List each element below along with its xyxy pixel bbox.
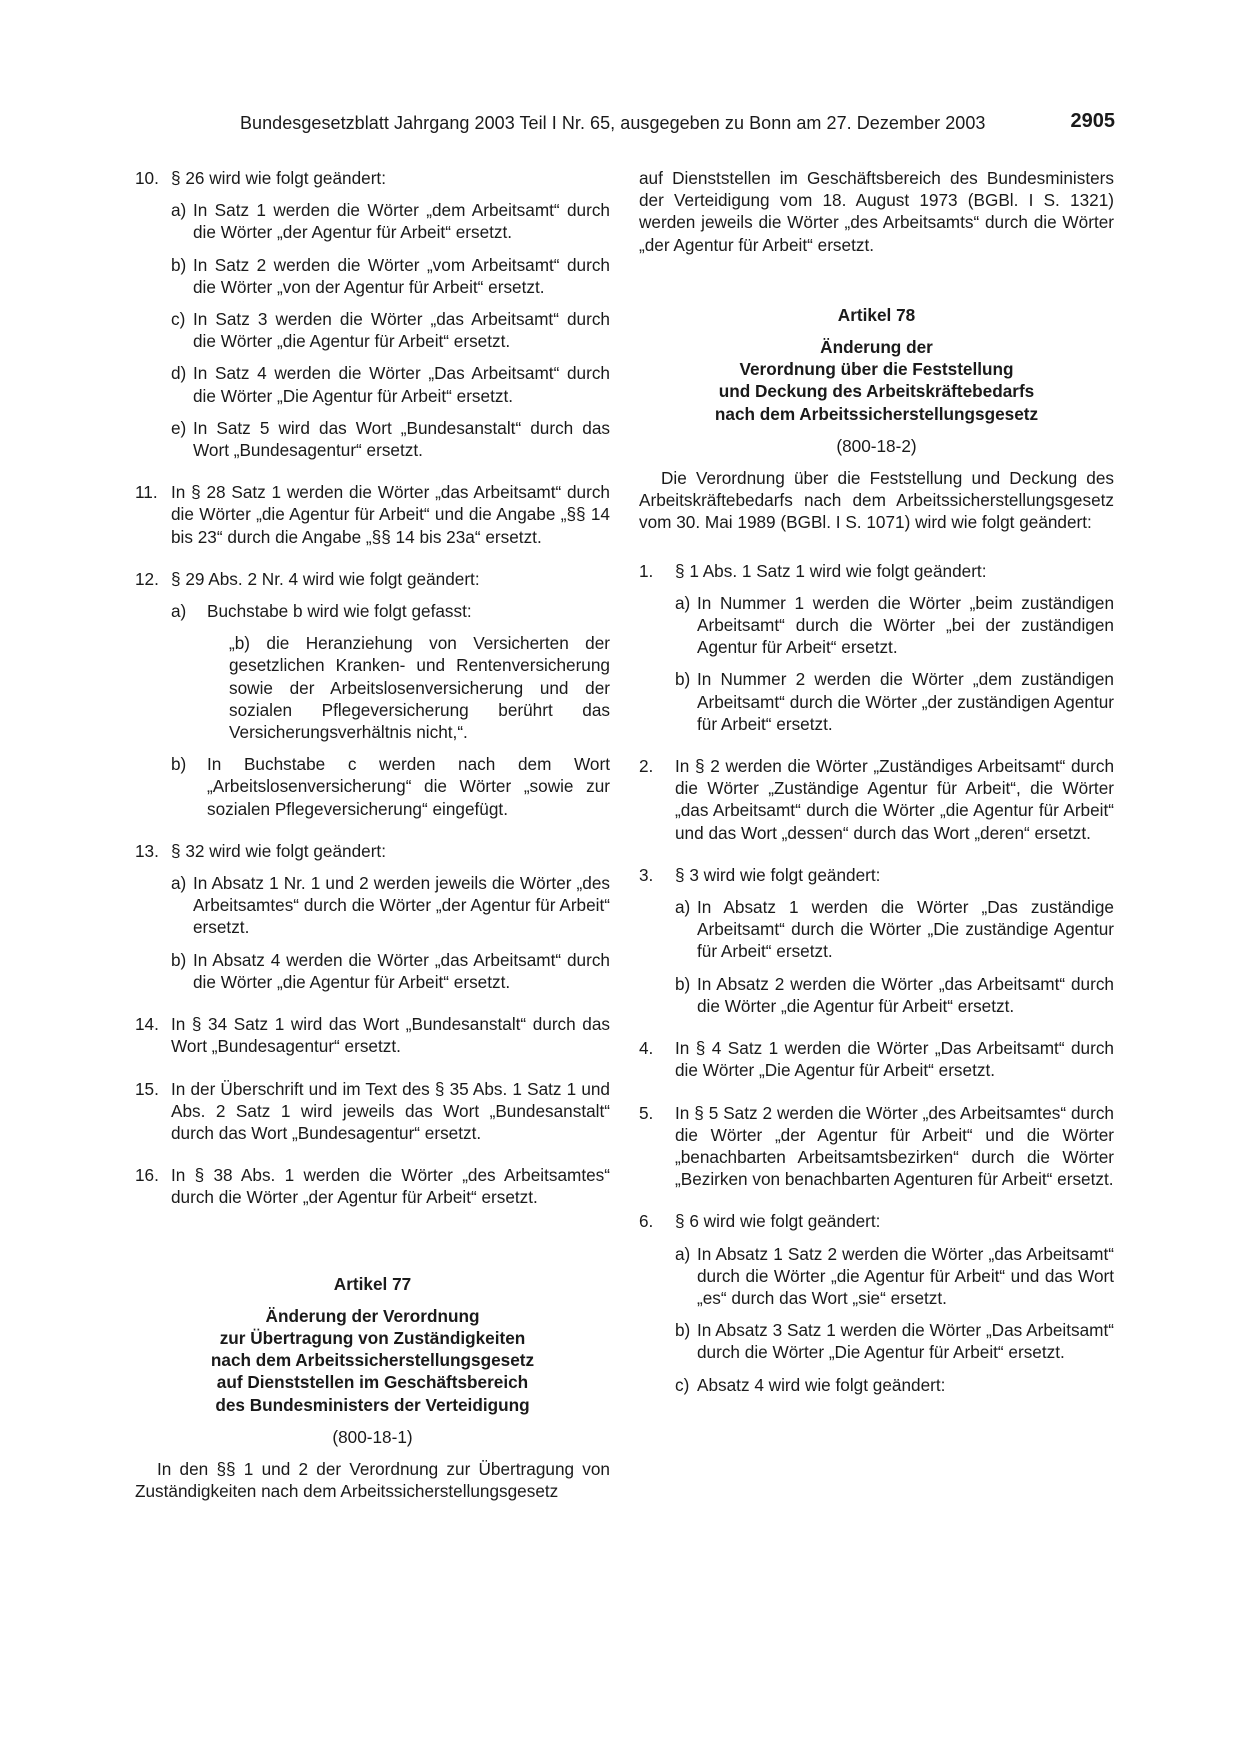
continuation-paragraph: auf Dienststellen im Geschäftsbereich des Bundesministers der Verteidigung vom 18. August 1973 (BGBl. I S. 1321) werden jeweils die Wörter „des Arbeitsamts“ durch die Wörter „der Agentur für Arbeit“ ersetzt. xyxy=(639,168,1114,255)
sub-item-d xyxy=(171,362,610,406)
list-item-16 xyxy=(135,1164,610,1208)
sub-item-b xyxy=(675,973,1114,1017)
article-78-heading: Artikel 78 xyxy=(837,304,916,325)
sub-item-a xyxy=(171,199,610,243)
sub-label: a) xyxy=(171,200,187,221)
page-header xyxy=(240,110,1115,138)
sub-item-c xyxy=(675,1374,1114,1396)
item-text: In § 38 Abs. 1 werden die Wörter „des Arbeitsamtes“ durch die Wörter „der Agentur für Arbeit“ ersetzt. xyxy=(171,1165,610,1208)
sub-text: In Absatz 1 werden die Wörter „Das zuständige Arbeitsamt“ durch die Wörter „Die zuständige Agentur für Arbeit“ ersetzt. xyxy=(697,897,1114,962)
list-item-4 xyxy=(639,1037,1114,1081)
list-item-3 xyxy=(639,864,1114,886)
item-text: In § 4 Satz 1 werden die Wörter „Das Arbeitsamt“ durch die Wörter „Die Agentur für Arbeit“ ersetzt. xyxy=(675,1038,1114,1081)
sub-text: In Satz 1 werden die Wörter „dem Arbeitsamt“ durch die Wörter „der Agentur für Arbeit“ ersetzt. xyxy=(193,200,610,243)
sub-label: a) xyxy=(675,592,691,613)
item-text: § 3 wird wie folgt geändert: xyxy=(675,864,881,885)
header-title: Bundesgesetzblatt Jahrgang 2003 Teil I Nr. 65, ausgegeben zu Bonn am 27. Dezember 2003 xyxy=(240,113,986,133)
sub-label: a) xyxy=(675,1243,691,1264)
sub-label: b) xyxy=(171,254,187,275)
sub-text: Absatz 4 wird wie folgt geändert: xyxy=(697,1374,946,1395)
right-column xyxy=(639,167,1114,1396)
sub-item-b xyxy=(171,753,610,820)
article-77-title xyxy=(135,1305,610,1416)
sub-text: In Satz 3 werden die Wörter „das Arbeitsamt“ durch die Wörter „die Agentur für Arbeit“ ersetzt. xyxy=(193,309,610,352)
sub-item-b xyxy=(675,668,1114,735)
list-item-1 xyxy=(639,560,1114,582)
title-line: nach dem Arbeitssicherstellungsgesetz xyxy=(210,1350,535,1371)
sub-text: In Absatz 1 Satz 2 werden die Wörter „das Arbeitsamt“ durch die Wörter „die Agentur für Arbeit“ und das Wort „es“ durch das Wort „sie“ ersetzt. xyxy=(697,1243,1114,1308)
item-text: In § 34 Satz 1 wird das Wort „Bundesanstalt“ durch das Wort „Bundesagentur“ ersetzt. xyxy=(171,1014,610,1057)
item-text: § 26 wird wie folgt geändert: xyxy=(171,168,386,188)
sub-item-a xyxy=(171,872,610,939)
item-number: 4. xyxy=(639,1038,654,1059)
list-item-15 xyxy=(135,1078,610,1145)
sub-text: In Absatz 2 werden die Wörter „das Arbeitsamt“ durch die Wörter „die Agentur für Arbeit“ ersetzt. xyxy=(697,973,1114,1016)
sub-label: b) xyxy=(675,1320,691,1341)
article-77-code: (800-18-1) xyxy=(332,1426,413,1447)
sub-text: In Absatz 4 werden die Wörter „das Arbeitsamt“ durch die Wörter „die Agentur für Arbeit“ ersetzt. xyxy=(193,949,610,992)
title-line: Änderung der xyxy=(820,337,933,358)
sub-text: In Absatz 3 Satz 1 werden die Wörter „Das Arbeitsamt“ durch die Wörter „Die Agentur für Arbeit“ ersetzt. xyxy=(697,1320,1114,1363)
sub-item-c xyxy=(171,308,610,352)
item-text: In § 5 Satz 2 werden die Wörter „des Arbeitsamtes“ durch die Wörter „der Agentur für Arbeit“ und die Wörter „benachbarten Arbeitsamtsbezirken“ durch die Wörter „Bezirken von benachbarten Agenturen für Arbeit“ ersetzt. xyxy=(675,1102,1114,1190)
list-item-11 xyxy=(135,481,610,548)
sub-label: e) xyxy=(171,417,187,438)
item-number: 6. xyxy=(639,1211,654,1232)
page-number: 2905 xyxy=(1070,110,1115,132)
item-number: 5. xyxy=(639,1102,654,1123)
sub-item-b xyxy=(171,949,610,993)
sub-label: d) xyxy=(171,363,187,384)
sub-text: Buchstabe b wird wie folgt gefasst: xyxy=(207,601,472,622)
list-item-2 xyxy=(639,755,1114,844)
sub-item-b xyxy=(171,254,610,298)
item-text: In § 28 Satz 1 werden die Wörter „das Arbeitsamt“ durch die Wörter „die Agentur für Arbeit“ und die Angabe „§§ 14 bis 23“ durch die Angabe „§§ 14 bis 23a“ ersetzt. xyxy=(171,482,610,547)
sub-label: b) xyxy=(171,949,187,970)
quoted-text: „b) die Heranziehung von Versicherten der gesetzlichen Kranken- und Rentenversicherung sowie der Arbeitslosenversicherung und der sozialen Pflegeversicherung berührt das Versicherungsverhältnis nicht,“. xyxy=(229,633,610,743)
list-item-5 xyxy=(639,1102,1114,1191)
item-text: § 6 wird wie folgt geändert: xyxy=(675,1211,881,1232)
article-78-intro: Die Verordnung über die Feststellung und Deckung des Arbeitskräftebedarfs nach dem Arbeitssicherstellungsgesetz vom 30. Mai 1989 (BGBl. I S. 1071) wird wie folgt geändert: xyxy=(639,468,1114,533)
sub-label: c) xyxy=(675,1374,690,1395)
sub-label: b) xyxy=(171,754,187,775)
title-line: und Deckung des Arbeitskräftebedarfs xyxy=(718,381,1035,402)
article-77-heading: Artikel 77 xyxy=(333,1273,412,1294)
sub-text: In Nummer 2 werden die Wörter „dem zuständigen Arbeitsamt“ durch die Wörter „der zuständigen Agentur für Arbeit“ ersetzt. xyxy=(697,669,1114,734)
title-line: auf Dienststellen im Geschäftsbereich xyxy=(216,1372,529,1393)
sub-text: In Satz 2 werden die Wörter „vom Arbeitsamt“ durch die Wörter „von der Agentur für Arbeit“ ersetzt. xyxy=(193,254,610,297)
item-text: In § 2 werden die Wörter „Zuständiges Arbeitsamt“ durch die Wörter „Zuständige Agentur für Arbeit“, die Wörter „das Arbeitsamt“ durch die Wörter „die Agentur für Arbeit“ und das Wort „dessen“ durch das Wort „deren“ ersetzt. xyxy=(675,756,1114,843)
sub-text: In Satz 5 wird das Wort „Bundesanstalt“ durch das Wort „Bundesagentur“ ersetzt. xyxy=(193,417,610,461)
article-77-intro: In den §§ 1 und 2 der Verordnung zur Übertragung von Zuständigkeiten nach dem Arbeitssicherstellungsgesetz xyxy=(135,1458,610,1502)
item-text: § 1 Abs. 1 Satz 1 wird wie folgt geändert: xyxy=(675,560,987,581)
item-number: 11. xyxy=(135,482,158,503)
item-text: In der Überschrift und im Text des § 35 Abs. 1 Satz 1 und Abs. 2 Satz 1 wird jeweils das Wort „Bundesanstalt“ durch das Wort „Bundesagentur“ ersetzt. xyxy=(171,1078,610,1143)
sub-text: In Satz 4 werden die Wörter „Das Arbeitsamt“ durch die Wörter „Die Agentur für Arbeit“ ersetzt. xyxy=(193,363,610,406)
title-line: nach dem Arbeitssicherstellungsgesetz xyxy=(714,403,1039,424)
item-number: 13. xyxy=(135,840,159,861)
list-item-13 xyxy=(135,840,610,862)
sub-label: a) xyxy=(171,873,187,894)
item-number: 10. xyxy=(135,168,159,188)
sub-text: In Absatz 1 Nr. 1 und 2 werden jeweils die Wörter „des Arbeitsamtes“ durch die Wörter „der Agentur für Arbeit“ ersetzt. xyxy=(193,873,610,938)
sub-text: In Nummer 1 werden die Wörter „beim zuständigen Arbeitsamt“ durch die Wörter „bei der zuständigen Agentur für Arbeit“ ersetzt. xyxy=(697,592,1114,658)
sub-item-a xyxy=(675,896,1114,963)
item-number: 12. xyxy=(135,568,159,589)
article-78-code: (800-18-2) xyxy=(836,435,917,456)
item-text: § 29 Abs. 2 Nr. 4 wird wie folgt geändert: xyxy=(171,568,480,589)
item-number: 15. xyxy=(135,1078,159,1099)
item-text: § 32 wird wie folgt geändert: xyxy=(171,840,386,861)
sub-label: b) xyxy=(675,973,691,994)
sub-text: In Buchstabe c werden nach dem Wort „Arbeitslosenversicherung“ die Wörter „sowie zur sozialen Pflegeversicherung“ eingefügt. xyxy=(207,754,610,819)
sub-item-e xyxy=(171,417,610,461)
sub-item-b xyxy=(675,1319,1114,1363)
item-number: 14. xyxy=(135,1014,159,1035)
title-line: des Bundesministers der Verteidigung xyxy=(215,1394,530,1415)
title-line: Änderung der Verordnung xyxy=(265,1305,480,1326)
list-item-12 xyxy=(135,568,610,590)
left-column xyxy=(135,167,610,1502)
title-line: Verordnung über die Feststellung xyxy=(739,359,1014,380)
item-number: 2. xyxy=(639,756,654,777)
list-item-6 xyxy=(639,1210,1114,1232)
list-item-14 xyxy=(135,1013,610,1057)
article-78-title xyxy=(639,336,1114,425)
item-number: 16. xyxy=(135,1165,159,1186)
item-number: 3. xyxy=(639,864,654,885)
sub-item-a xyxy=(675,1243,1114,1310)
sub-item-a xyxy=(675,592,1114,659)
sub-label: a) xyxy=(675,897,691,918)
sub-item-a xyxy=(171,600,610,622)
sub-label: a) xyxy=(171,601,187,622)
list-item-10 xyxy=(135,167,610,189)
sub-label: c) xyxy=(171,309,186,330)
sub-label: b) xyxy=(675,669,691,690)
title-line: zur Übertragung von Zuständigkeiten xyxy=(219,1327,526,1348)
item-number: 1. xyxy=(639,560,654,581)
